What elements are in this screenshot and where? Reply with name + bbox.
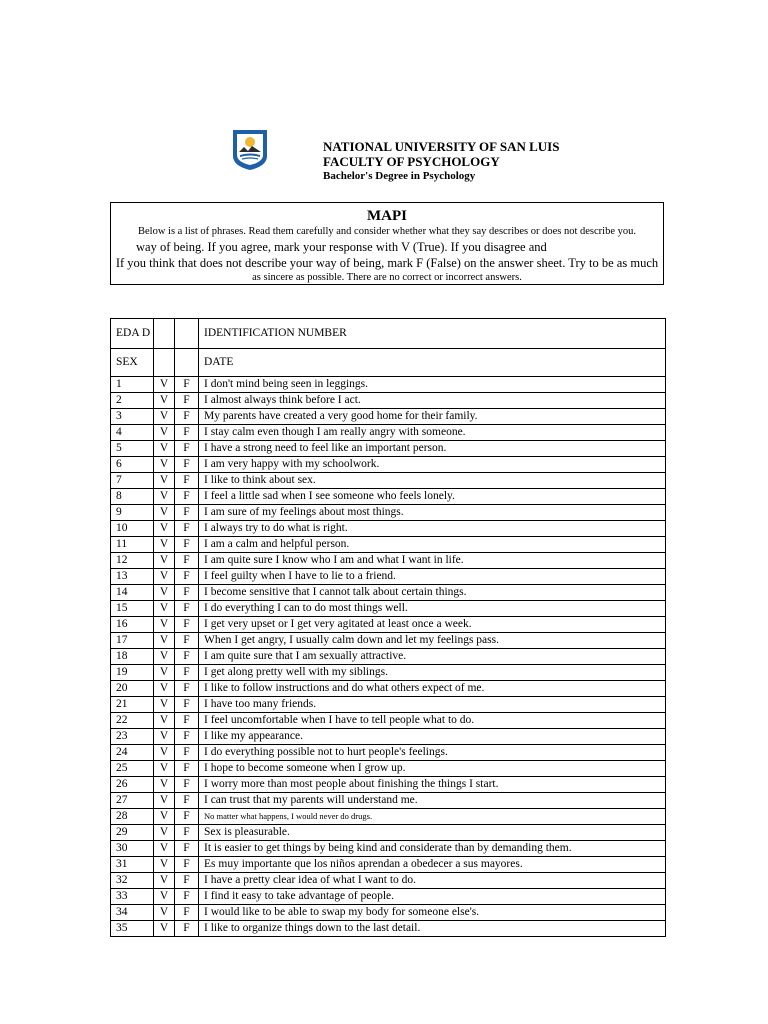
item-statement: I find it easy to take advantage of people. bbox=[199, 889, 666, 905]
item-statement: I feel guilty when I have to lie to a friend. bbox=[199, 569, 666, 585]
false-option[interactable]: F bbox=[175, 889, 199, 905]
table-row bbox=[111, 617, 666, 633]
sex-f-cell[interactable] bbox=[175, 349, 199, 377]
item-number: 16 bbox=[111, 617, 154, 633]
table-row bbox=[111, 649, 666, 665]
item-number: 22 bbox=[111, 713, 154, 729]
table-row bbox=[111, 697, 666, 713]
item-number: 29 bbox=[111, 825, 154, 841]
false-option[interactable]: F bbox=[175, 665, 199, 681]
true-option[interactable]: V bbox=[154, 473, 175, 489]
item-statement: Sex is pleasurable. bbox=[199, 825, 666, 841]
false-option[interactable]: F bbox=[175, 457, 199, 473]
false-option[interactable]: F bbox=[175, 745, 199, 761]
item-statement: I always try to do what is right. bbox=[199, 521, 666, 537]
instructions-line-1: Below is a list of phrases. Read them carefully and consider whether what they say describes or does not describe you. bbox=[137, 226, 637, 237]
table-row bbox=[111, 393, 666, 409]
false-option[interactable]: F bbox=[175, 393, 199, 409]
table-row bbox=[111, 521, 666, 537]
item-number: 11 bbox=[111, 537, 154, 553]
table-row bbox=[111, 409, 666, 425]
table-row bbox=[111, 921, 666, 937]
false-option[interactable]: F bbox=[175, 505, 199, 521]
true-option[interactable]: V bbox=[154, 537, 175, 553]
item-number: 21 bbox=[111, 697, 154, 713]
item-statement: I am sure of my feelings about most things. bbox=[199, 505, 666, 521]
item-statement: I can trust that my parents will understand me. bbox=[199, 793, 666, 809]
item-number: 28 bbox=[111, 809, 154, 825]
item-statement: I like to think about sex. bbox=[199, 473, 666, 489]
item-statement: My parents have created a very good home for their family. bbox=[199, 409, 666, 425]
true-option[interactable]: V bbox=[154, 585, 175, 601]
true-option[interactable]: V bbox=[154, 409, 175, 425]
table-row bbox=[111, 793, 666, 809]
true-option[interactable]: V bbox=[154, 761, 175, 777]
true-option[interactable]: V bbox=[154, 425, 175, 441]
false-option[interactable]: F bbox=[175, 729, 199, 745]
true-option[interactable]: V bbox=[154, 617, 175, 633]
true-option[interactable]: V bbox=[154, 697, 175, 713]
false-option[interactable]: F bbox=[175, 905, 199, 921]
item-statement: I don't mind being seen in leggings. bbox=[199, 377, 666, 393]
item-number: 5 bbox=[111, 441, 154, 457]
instructions-box bbox=[110, 202, 664, 285]
table-row bbox=[111, 569, 666, 585]
age-id-row bbox=[111, 319, 666, 349]
false-option[interactable]: F bbox=[175, 473, 199, 489]
item-statement: I feel uncomfortable when I have to tell people what to do. bbox=[199, 713, 666, 729]
true-option[interactable]: V bbox=[154, 393, 175, 409]
item-statement: I like to organize things down to the last detail. bbox=[199, 921, 666, 937]
item-number: 18 bbox=[111, 649, 154, 665]
item-number: 33 bbox=[111, 889, 154, 905]
table-row bbox=[111, 505, 666, 521]
true-option[interactable]: V bbox=[154, 921, 175, 937]
age-f-cell[interactable] bbox=[175, 319, 199, 349]
item-number: 1 bbox=[111, 377, 154, 393]
item-statement: I feel a little sad when I see someone who feels lonely. bbox=[199, 489, 666, 505]
table-row bbox=[111, 601, 666, 617]
true-option[interactable]: V bbox=[154, 825, 175, 841]
true-option[interactable]: V bbox=[154, 809, 175, 825]
true-option[interactable]: V bbox=[154, 489, 175, 505]
true-option[interactable]: V bbox=[154, 521, 175, 537]
true-option[interactable]: V bbox=[154, 857, 175, 873]
item-statement: I have a strong need to feel like an important person. bbox=[199, 441, 666, 457]
false-option[interactable]: F bbox=[175, 409, 199, 425]
sex-date-row bbox=[111, 349, 666, 377]
identification-number-label: IDENTIFICATION NUMBER bbox=[199, 319, 666, 349]
instructions-line-2: way of being. If you agree, mark your response with V (True). If you disagree and bbox=[136, 240, 547, 254]
false-option[interactable]: F bbox=[175, 873, 199, 889]
item-number: 9 bbox=[111, 505, 154, 521]
item-statement: I become sensitive that I cannot talk about certain things. bbox=[199, 585, 666, 601]
faculty-name: FACULTY OF PSYCHOLOGY bbox=[323, 154, 500, 169]
true-option[interactable]: V bbox=[154, 665, 175, 681]
table-row bbox=[111, 761, 666, 777]
item-number: 20 bbox=[111, 681, 154, 697]
table-row bbox=[111, 457, 666, 473]
item-number: 23 bbox=[111, 729, 154, 745]
false-option[interactable]: F bbox=[175, 633, 199, 649]
age-v-cell[interactable] bbox=[154, 319, 175, 349]
item-statement: I almost always think before I act. bbox=[199, 393, 666, 409]
true-option[interactable]: V bbox=[154, 553, 175, 569]
false-option[interactable]: F bbox=[175, 537, 199, 553]
false-option[interactable]: F bbox=[175, 425, 199, 441]
item-statement: I like to follow instructions and do what others expect of me. bbox=[199, 681, 666, 697]
item-statement: I stay calm even though I am really angry with someone. bbox=[199, 425, 666, 441]
false-option[interactable]: F bbox=[175, 809, 199, 825]
instructions-title: MAPI bbox=[367, 208, 407, 224]
item-statement: I get along pretty well with my siblings. bbox=[199, 665, 666, 681]
table-row bbox=[111, 553, 666, 569]
item-number: 4 bbox=[111, 425, 154, 441]
item-number: 19 bbox=[111, 665, 154, 681]
item-number: 13 bbox=[111, 569, 154, 585]
table-row bbox=[111, 889, 666, 905]
true-option[interactable]: V bbox=[154, 873, 175, 889]
table-row bbox=[111, 825, 666, 841]
true-option[interactable]: V bbox=[154, 441, 175, 457]
true-option[interactable]: V bbox=[154, 649, 175, 665]
answer-sheet-table bbox=[110, 318, 666, 937]
false-option[interactable]: F bbox=[175, 857, 199, 873]
item-number: 35 bbox=[111, 921, 154, 937]
false-option[interactable]: F bbox=[175, 841, 199, 857]
table-row bbox=[111, 585, 666, 601]
table-row bbox=[111, 633, 666, 649]
item-number: 12 bbox=[111, 553, 154, 569]
false-option[interactable]: F bbox=[175, 585, 199, 601]
instructions-line-4: as sincere as possible. There are no correct or incorrect answers. bbox=[252, 272, 522, 283]
table-row bbox=[111, 745, 666, 761]
false-option[interactable]: F bbox=[175, 793, 199, 809]
item-number: 24 bbox=[111, 745, 154, 761]
false-option[interactable]: F bbox=[175, 521, 199, 537]
item-number: 27 bbox=[111, 793, 154, 809]
true-option[interactable]: V bbox=[154, 713, 175, 729]
false-option[interactable]: F bbox=[175, 601, 199, 617]
item-statement: Es muy importante que los niños aprendan a obedecer a sus mayores. bbox=[199, 857, 666, 873]
item-statement: I am quite sure that I am sexually attractive. bbox=[199, 649, 666, 665]
instructions-line-3: If you think that does not describe your way of being, mark F (False) on the answer sheet. Try to be as much bbox=[115, 256, 659, 270]
item-statement: I do everything I can to do most things well. bbox=[199, 601, 666, 617]
item-number: 14 bbox=[111, 585, 154, 601]
table-row bbox=[111, 489, 666, 505]
item-number: 7 bbox=[111, 473, 154, 489]
date-label: DATE bbox=[199, 349, 666, 377]
item-number: 8 bbox=[111, 489, 154, 505]
item-statement-text: No matter what happens, I would never do drugs. bbox=[204, 811, 373, 821]
table-row bbox=[111, 809, 666, 825]
university-logo bbox=[231, 128, 269, 171]
item-statement: I am quite sure I know who I am and what I want in life. bbox=[199, 553, 666, 569]
true-option[interactable]: V bbox=[154, 905, 175, 921]
item-number: 2 bbox=[111, 393, 154, 409]
item-number: 3 bbox=[111, 409, 154, 425]
item-statement bbox=[199, 809, 666, 825]
false-option[interactable]: F bbox=[175, 649, 199, 665]
item-statement: I do everything possible not to hurt people's feelings. bbox=[199, 745, 666, 761]
item-number: 31 bbox=[111, 857, 154, 873]
table-row bbox=[111, 681, 666, 697]
false-option[interactable]: F bbox=[175, 825, 199, 841]
true-option[interactable]: V bbox=[154, 377, 175, 393]
item-statement: When I get angry, I usually calm down and let my feelings pass. bbox=[199, 633, 666, 649]
table-row bbox=[111, 473, 666, 489]
true-option[interactable]: V bbox=[154, 841, 175, 857]
true-option[interactable]: V bbox=[154, 505, 175, 521]
true-option[interactable]: V bbox=[154, 633, 175, 649]
item-number: 30 bbox=[111, 841, 154, 857]
item-statement: I have too many friends. bbox=[199, 697, 666, 713]
item-number: 25 bbox=[111, 761, 154, 777]
false-option[interactable]: F bbox=[175, 921, 199, 937]
false-option[interactable]: F bbox=[175, 713, 199, 729]
degree-name: Bachelor's Degree in Psychology bbox=[323, 170, 476, 182]
true-option[interactable]: V bbox=[154, 457, 175, 473]
item-number: 26 bbox=[111, 777, 154, 793]
item-statement: I get very upset or I get very agitated at least once a week. bbox=[199, 617, 666, 633]
false-option[interactable]: F bbox=[175, 441, 199, 457]
true-option[interactable]: V bbox=[154, 889, 175, 905]
table-row bbox=[111, 441, 666, 457]
item-statement: I hope to become someone when I grow up. bbox=[199, 761, 666, 777]
false-option[interactable]: F bbox=[175, 489, 199, 505]
table-row bbox=[111, 425, 666, 441]
item-statement: I have a pretty clear idea of what I want to do. bbox=[199, 873, 666, 889]
true-option[interactable]: V bbox=[154, 777, 175, 793]
document-header bbox=[323, 139, 559, 184]
true-option[interactable]: V bbox=[154, 793, 175, 809]
true-option[interactable]: V bbox=[154, 729, 175, 745]
false-option[interactable]: F bbox=[175, 681, 199, 697]
age-label: EDA D bbox=[111, 319, 154, 349]
true-option[interactable]: V bbox=[154, 569, 175, 585]
table-row bbox=[111, 857, 666, 873]
false-option[interactable]: F bbox=[175, 377, 199, 393]
university-shield-icon bbox=[231, 128, 269, 171]
item-statement: I am very happy with my schoolwork. bbox=[199, 457, 666, 473]
table-row bbox=[111, 713, 666, 729]
item-number: 6 bbox=[111, 457, 154, 473]
item-statement: I would like to be able to swap my body for someone else's. bbox=[199, 905, 666, 921]
sex-label: SEX bbox=[111, 349, 154, 377]
item-number: 15 bbox=[111, 601, 154, 617]
false-option[interactable]: F bbox=[175, 617, 199, 633]
sex-v-cell[interactable] bbox=[154, 349, 175, 377]
false-option[interactable]: F bbox=[175, 761, 199, 777]
item-number: 32 bbox=[111, 873, 154, 889]
false-option[interactable]: F bbox=[175, 697, 199, 713]
table-row bbox=[111, 377, 666, 393]
item-statement: I worry more than most people about finishing the things I start. bbox=[199, 777, 666, 793]
table-row bbox=[111, 729, 666, 745]
false-option[interactable]: F bbox=[175, 569, 199, 585]
table-row bbox=[111, 777, 666, 793]
item-number: 17 bbox=[111, 633, 154, 649]
table-row bbox=[111, 665, 666, 681]
true-option[interactable]: V bbox=[154, 601, 175, 617]
false-option[interactable]: F bbox=[175, 777, 199, 793]
false-option[interactable]: F bbox=[175, 553, 199, 569]
item-statement: I like my appearance. bbox=[199, 729, 666, 745]
true-option[interactable]: V bbox=[154, 745, 175, 761]
true-option[interactable]: V bbox=[154, 681, 175, 697]
item-number: 10 bbox=[111, 521, 154, 537]
table-row bbox=[111, 537, 666, 553]
table-row bbox=[111, 873, 666, 889]
table-row bbox=[111, 841, 666, 857]
item-statement: I am a calm and helpful person. bbox=[199, 537, 666, 553]
table-row bbox=[111, 905, 666, 921]
item-statement: It is easier to get things by being kind and considerate than by demanding them. bbox=[199, 841, 666, 857]
university-name: NATIONAL UNIVERSITY OF SAN LUIS bbox=[323, 139, 560, 154]
item-number: 34 bbox=[111, 905, 154, 921]
